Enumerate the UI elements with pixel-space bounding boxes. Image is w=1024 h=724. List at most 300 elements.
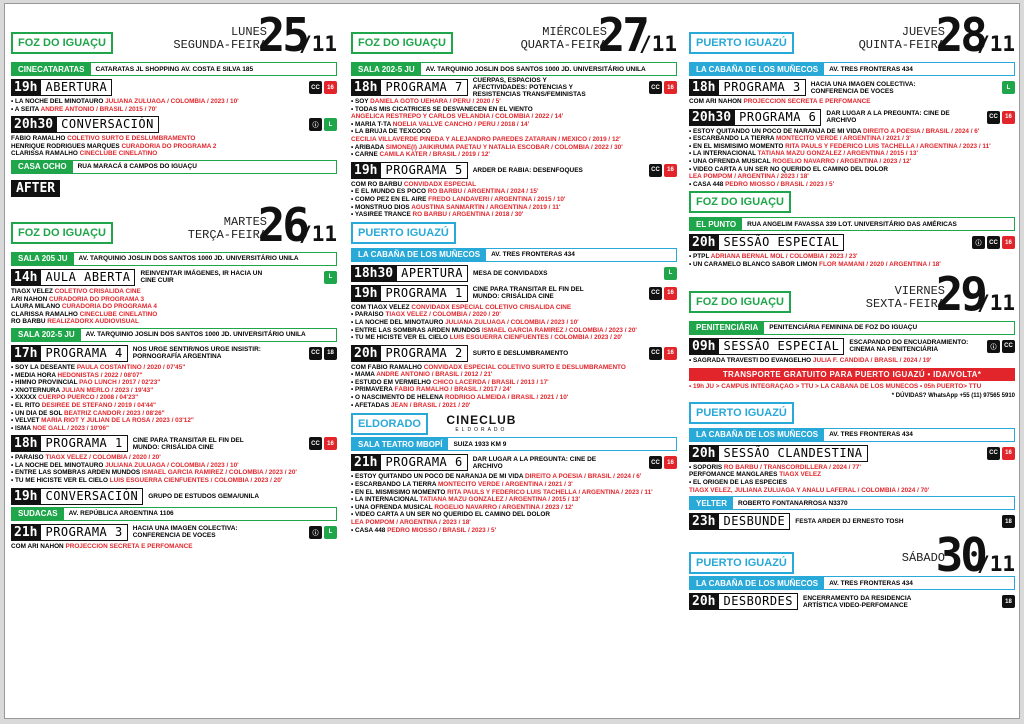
whatsapp-note: * DÚVIDAS? WhatsApp +55 (11) 97565 5910 (891, 392, 1015, 399)
list-item (351, 489, 677, 497)
rating-18-badge: 18 (1002, 595, 1015, 608)
item-credit: TATIANA MAZÚ GONZÁLEZ / ARGENTINA / 2015 / 13' (419, 496, 580, 504)
event-title: CONVERSACIÓN (40, 488, 143, 505)
item-credit: CONVIDADX ESPECIAL (403, 180, 476, 188)
event-subtitle: GRUPO DE ESTUDOS GEMA/UNILA (148, 492, 260, 500)
day-header-29 (689, 266, 1015, 321)
event-lines (351, 98, 677, 159)
event-title: PROGRAMA 1 (40, 435, 127, 452)
venue-name: SALA 202-5 JU (352, 63, 421, 75)
item-label: • MAMA (351, 371, 377, 379)
venue-address: PENITENCIÁRIA FEMININA DE FOZ DO IGUAÇU (769, 324, 918, 332)
list-item (351, 196, 677, 204)
venue-bar (351, 62, 677, 76)
item-label: • MEDIA HORA (11, 371, 58, 379)
item-label: • EN EL MISMÍSIMO MOMENTO (351, 488, 448, 496)
item-credit: DESIRÉE DE STEFANO / 2019 / 04'44" (41, 401, 157, 409)
item-label: • TU ME HICISTE VER EL CIELO (11, 477, 110, 485)
event-header (11, 488, 337, 505)
event-time: 23h (689, 513, 718, 530)
item-credit: COLETIVO SURTO E DESLUMBRAMENTO (67, 135, 196, 143)
item-credit: CUERPO PUERCO / 2008 / 04'23" (38, 394, 139, 402)
item-credit: LUIS ESGUERRA CIENFUENTES / COLOMBIA / 2023 / 20' (109, 477, 283, 485)
item-label: • ESTOY QUITANDO UN POCO DE NARANJA DE MI VIDA (351, 473, 525, 481)
item-credit: FÁBIO RAMALHO / BRASIL / 2017 / 24' (394, 386, 512, 394)
event-header (351, 345, 677, 362)
list-item (351, 304, 677, 312)
rating-16-badge: 16 (324, 81, 337, 94)
item-label: • LA INTERNACIONAL (351, 496, 420, 504)
venue-name: SALA TEATRO MBOPÍ (352, 438, 448, 450)
list-item (11, 143, 337, 151)
city-label: FOZ DO IGUAÇU (689, 191, 791, 213)
event-badges (324, 271, 337, 284)
item-label: • ESCARBANDO LA TIERRA (689, 135, 776, 143)
venue-bar (689, 62, 1015, 76)
item-label: • MONSTRUO DIOS (351, 203, 412, 211)
item-label: CLARISSA RAMALHO (11, 310, 80, 318)
venue-address: AV. TARQUINIO JOSLIN DOS SANTOS 1000 JD. UNIVERSITÁRIO UNILA (425, 65, 646, 73)
venue-name: CASA OCHO (12, 161, 73, 173)
item-credit: PEDRO MIOSSO / BRASIL / 2023 / 5' (725, 180, 835, 188)
rating-16-badge: 16 (324, 437, 337, 450)
item-credit: JEAN / BRASIL / 2021 / 20' (390, 401, 471, 409)
list-item (11, 402, 337, 410)
list-item (11, 135, 337, 143)
list-item (11, 394, 337, 402)
event-time: 18h30 (351, 265, 396, 282)
item-credit: MONTECITO VERDE / ARGENTINA / 2021 / 3' (775, 135, 911, 143)
item-label: • CARNE (351, 151, 380, 159)
venue-address: AV. TRES FRONTERAS 434 (491, 251, 575, 259)
item-label: • UNA OFRENDA MUSICAL (351, 503, 435, 511)
rating-l-badge: L (324, 526, 337, 539)
eldorado-row (351, 413, 677, 435)
cc-badge: CC (987, 447, 1000, 460)
rating-18-badge: 18 (1002, 515, 1015, 528)
list-item (11, 477, 337, 485)
event-badges (309, 81, 337, 94)
item-label: COM TIAGX VÉLEZ (351, 303, 412, 311)
event-header (351, 454, 677, 471)
list-item (351, 211, 677, 219)
item-label: TIAGX VÉLEZ (11, 287, 55, 295)
venue-address: AV. TRES FRONTERAS 434 (829, 579, 913, 587)
month-label: /11 (977, 552, 1015, 577)
rating-l-badge: L (1002, 81, 1015, 94)
cineclub-logo: CINECLUB ELDORADO (446, 413, 517, 434)
event-title: SESSÃO ESPECIAL (718, 234, 844, 251)
item-label: • A SEITA (11, 105, 41, 113)
event-time: 19h (351, 285, 380, 302)
list-item (11, 387, 337, 395)
event-subtitle: CUERPAS, ESPACIOS Y AFECTIVIDADES: POTENCIAS Y RESISTENCIAS TRANS/FEMINISTAS (472, 77, 586, 98)
city-label: PUERTO IGUAZÚ (351, 222, 456, 244)
list-item (11, 106, 337, 114)
event-header (11, 435, 337, 452)
event-lines (11, 288, 337, 326)
venue-bar (11, 507, 337, 521)
event-time: 20h (689, 593, 718, 610)
event-badges (987, 447, 1015, 460)
city-label: FOZ DO IGUAÇU (11, 222, 113, 244)
item-credit: RITA PAULS Y FEDERICO LUIS TACHELLA / ARGENTINA / 2023 / 11' (785, 142, 991, 150)
event-lines (351, 364, 677, 410)
event-time: 09h (689, 338, 718, 355)
item-label: • VIDEO CARTA A UN SER NO QUERIDO EL CAMINO DEL DOLOR (689, 165, 888, 173)
item-label: • UNA OFRENDA MUSICAL (689, 157, 773, 165)
column-left (11, 10, 337, 714)
column-right (689, 10, 1015, 714)
event-time: 21h (11, 524, 40, 541)
list-item (351, 394, 677, 402)
event (351, 454, 677, 534)
item-credit: LUIS ESGUERRA CIENFUENTES / COLOMBIA / 2023 / 20' (449, 334, 623, 342)
list-item (351, 519, 677, 527)
accessibility-icon: ⓘ (309, 526, 322, 539)
event-header (689, 338, 1015, 355)
event-title: CONVERSACIÓN (56, 116, 159, 133)
venue-address: SUIZA 1933 KM 9 (453, 440, 507, 448)
list-item (11, 288, 337, 296)
event-subtitle: CINE PARA TRANSITAR EL FIN DEL MUNDO: CRISÁLIDA CINE (472, 286, 584, 301)
item-credit: NOE GALL / 2023 / 10'06" (32, 424, 110, 432)
rating-18-badge: 18 (324, 347, 337, 360)
item-credit: ANDRÉ ANTÔNIO / BRASIL / 2012 / 21' (376, 371, 493, 379)
venue-name: CINECATARATAS (12, 63, 91, 75)
rating-16-badge: 16 (1002, 447, 1015, 460)
event-header (11, 269, 337, 286)
venue-address: AV. TARQUINIO JOSLIN DOS SANTOS 1000 JD. UNIVERSITÁRIO UNILA (78, 255, 299, 263)
event-badges (1002, 81, 1015, 94)
event (689, 338, 1015, 365)
item-credit: ANDRÉ ANTÔNIO / BRASIL / 2015 / 70' (40, 105, 157, 113)
event-subtitle: ARDER DE RABIA: DESENFOQUES (472, 166, 583, 174)
event-time: 14h (11, 269, 40, 286)
month-label: /11 (977, 290, 1015, 315)
event-title: PROGRAMA 5 (380, 162, 467, 179)
item-label: • YASIRÉÉ TRANCE (351, 211, 413, 219)
event-badges (309, 118, 337, 131)
list-item (351, 188, 677, 196)
list-item (11, 372, 337, 380)
list-item (351, 121, 677, 129)
item-credit: TIAGX VÉLEZ / COLOMBIA / 2020 / 20' (385, 311, 501, 319)
item-label: • O NASCIMENTO DE HELENA (351, 394, 445, 402)
event-time: 20h (689, 445, 718, 462)
list-item (689, 464, 1015, 472)
list-item (11, 296, 337, 304)
city-label: PUERTO IGUAZÚ (689, 32, 794, 54)
item-credit: HEDONISTAS / 2022 / 08'07" (57, 371, 143, 379)
event-title: SESSÃO CLANDESTINA (718, 445, 867, 462)
item-label: • LA INTERNACIONAL (689, 150, 758, 158)
rating-16-badge: 16 (664, 456, 677, 469)
list-item (351, 402, 677, 410)
venue-bar (351, 248, 677, 262)
list-item (11, 543, 337, 551)
item-label: • LA NOCHE DEL MINOTAURO (351, 318, 446, 326)
city-label: ELDORADO (351, 413, 428, 435)
venue-address: AV. TARQUINIO JOSLIN DOS SANTOS 1000 JD. UNIVERSITÁRIO UNILA (85, 331, 306, 339)
month-label: /11 (639, 32, 677, 56)
venue-name: LA CABAÑA DE LOS MUÑECOS (690, 577, 824, 589)
item-credit: DIREITO A POESIA / BRASIL / 2024 / 6' (524, 473, 642, 481)
list-item (11, 311, 337, 319)
item-credit: JULIÁN MERLO / 2023 / 19'43" (61, 386, 154, 394)
event (11, 345, 337, 432)
venue-bar (689, 496, 1015, 510)
item-credit: NOELIA VALLVÉ CANCHO / PERÚ / 2018 / 14' (392, 120, 530, 128)
event-title: PROGRAMA 6 (380, 454, 467, 471)
list-item (351, 364, 677, 372)
event-header (351, 285, 677, 302)
item-credit: JULIANA ZULUAGA / COLOMBIA / 2023 / 10' (445, 318, 579, 326)
event-time: 18h (689, 79, 718, 96)
event-title: PROGRAMA 7 (380, 79, 467, 96)
item-label: RO BARBU (11, 318, 48, 326)
day-number: 27 (597, 10, 647, 62)
item-label: • E EL MUNDO ES POCO (351, 188, 428, 196)
cc-badge: CC (649, 456, 662, 469)
item-label: • HIMNO PROVINCIAL (11, 379, 80, 387)
item-label: COM FÁBIO RAMALHO (351, 363, 424, 371)
venue-name: EL PUNTO (690, 218, 742, 230)
item-credit: LEA POMPOM / ARGENTINA / 2023 / 18' (689, 173, 809, 181)
event (351, 79, 677, 159)
list-item (689, 158, 1015, 166)
list-item (351, 527, 677, 535)
item-label: • PTPL (689, 253, 711, 261)
venue-bar (689, 217, 1015, 231)
event-title: PROGRAMA 6 (734, 109, 821, 126)
venue-name: SALA 202-5 JU (12, 329, 81, 341)
event-subtitle: FESTA ARDER DJ ERNESTO TOSH (795, 518, 904, 526)
event-subtitle: DAR LUGAR A LA PREGUNTA: CINE DE ARCHIVO (826, 110, 950, 125)
accessibility-icon: ⓘ (972, 236, 985, 249)
event-header (689, 109, 1015, 126)
item-label: • SOY (351, 98, 371, 105)
item-label: • UN DÍA DE SOL (11, 409, 65, 417)
event-title: DESBORDES (718, 593, 798, 610)
item-credit: CAMILA KATER / BRASIL / 2019 / 12' (379, 151, 490, 159)
list-item (351, 379, 677, 387)
event-header (11, 116, 337, 133)
list-item (351, 144, 677, 152)
item-label: • SAGRADA TRAVESTI DO EVANGELHO (689, 356, 813, 364)
item-credit: RITA PAULS Y FEDERICO LUIS TACHELLA / ARGENTINA / 2023 / 11' (447, 488, 653, 496)
item-credit: MARÍA RIOT Y JULIÁN DE LA ROSA / 2023 / 03'12" (41, 417, 194, 425)
day-header-25 (11, 10, 337, 60)
item-credit: REALIZADORX AUDIOVISUAL (47, 318, 139, 326)
event-header (11, 524, 337, 541)
item-label: • ENTRE LAS SOMBRAS ARDEN MUNDOS (351, 326, 482, 334)
item-label: • SOY LA DESEANTE (11, 363, 77, 371)
event-title: SESSÃO ESPECIAL (718, 338, 844, 355)
item-label: • XXXXX (11, 394, 39, 402)
item-label: • PRIMAVERA (351, 386, 395, 394)
list-item (689, 253, 1015, 261)
event-title: PROGRAMA 3 (718, 79, 805, 96)
item-label: • SOPORIS (689, 463, 724, 471)
event (351, 285, 677, 342)
city-label: FOZ DO IGUAÇU (351, 32, 453, 54)
day-header-26 (11, 197, 337, 252)
day-number: 29 (935, 266, 985, 321)
column-middle (351, 10, 677, 714)
city-label: PUERTO IGUAZÚ (689, 402, 794, 424)
list-item (351, 504, 677, 512)
item-credit: SIMONE(I) JAIKIRUMA PAETAU Y NATALIA ESCOBAR / COLOMBIA / 2022 / 30' (385, 143, 623, 151)
venue-bar (351, 437, 677, 451)
item-credit: CONVIDADX ESPECIAL COLETIVO SURTO E DESLUMBRAMENTO (423, 363, 626, 371)
item-label: PERFOMANCE MANGLARES (689, 471, 780, 479)
event-badges (649, 164, 677, 177)
day-names: MIÉRCOLES QUARTA-FEIRA (520, 25, 607, 52)
list-item (689, 143, 1015, 151)
rating-16-badge: 16 (1002, 111, 1015, 124)
event-lines (689, 357, 1015, 365)
list-item (11, 469, 337, 477)
event-time: 21h (351, 454, 380, 471)
list-item (351, 327, 677, 335)
event-subtitle: HACIA UNA IMAGEN COLECTIVA: CONFERENCIA DE VOCES (810, 80, 916, 95)
item-credit: CINECLUBE CINELATINO (79, 150, 158, 158)
item-credit: PEDRO MIOSSO / BRASIL / 2023 / 5' (387, 526, 497, 534)
event-header (351, 265, 677, 282)
event-title: PROGRAMA 4 (40, 345, 127, 362)
item-credit: DANIELA GOTO UEHARA / PERÚ / 2020 / 5' (370, 98, 501, 105)
item-label: • PARAÍSO (351, 311, 386, 319)
item-label: FÁBIO RAMALHO (11, 135, 68, 143)
event-lines (689, 98, 1015, 106)
event-title: PROGRAMA 1 (380, 285, 467, 302)
event-subtitle: ENCERRAMENTO DA RESIDENCIA ARTÍSTICA VIDEO-PERFOMANCE (803, 594, 912, 609)
cc-badge: CC (309, 81, 322, 94)
festival-program-sheet (4, 3, 1020, 719)
item-credit: AGUSTINA SANMARTÍN / ARGENTINA / 2019 / 11' (411, 203, 561, 211)
item-label: • ENTRE LAS SOMBRAS ARDEN MUNDOS (11, 469, 142, 477)
venue-address: RUA ANGELIM FAVASSA 339 LOT. UNIVERSITÁRIO DAS AMÉRICAS (747, 220, 957, 228)
list-item (689, 98, 1015, 106)
rating-16-badge: 16 (664, 287, 677, 300)
event-header (689, 79, 1015, 96)
day-number: 30 (935, 528, 985, 583)
event-badges (987, 111, 1015, 124)
event-title: APERTURA (396, 265, 468, 282)
event (351, 162, 677, 219)
event-time: 20h30 (11, 116, 56, 133)
list-item (689, 173, 1015, 181)
item-label: • EN EL MISMÍSIMO MOMENTO (689, 142, 786, 150)
event (689, 234, 1015, 268)
cc-badge: CC (987, 236, 1000, 249)
list-item (351, 319, 677, 327)
list-item (351, 334, 677, 342)
item-credit: CURADORIA DO PROGRAMA 3 (49, 295, 145, 303)
list-item (11, 425, 337, 433)
item-credit: COLETIVO CRISÁLIDA CINE (54, 287, 141, 295)
day-names: VIERNES SEXTA-FEIRA (865, 283, 945, 311)
list-item (351, 511, 677, 519)
day-number: 28 (935, 10, 985, 62)
rating-l-badge: L (324, 118, 337, 131)
event-subtitle: MESA DE CONVIDADXS (472, 269, 548, 277)
item-label: • LA NOCHE DEL MINOTAURO (11, 461, 106, 469)
item-label: • CASA 448 (351, 526, 388, 534)
event-title: PROGRAMA 2 (380, 345, 467, 362)
item-label: • TODAS MIS CICATRICES SE DESVANECEN EN EL VIENTO (351, 105, 533, 113)
event-time: 19h (11, 488, 40, 505)
event-time: 17h (11, 345, 40, 362)
cc-badge: CC (649, 287, 662, 300)
accessibility-icon: ⓘ (987, 340, 1000, 353)
event-lines (351, 181, 677, 219)
item-credit: TIAGX VÉLEZ / COLOMBIA / 2020 / 20' (45, 454, 161, 462)
event-badges (309, 437, 337, 450)
venue-bar (11, 252, 337, 266)
event-title: AULA ABERTA (40, 269, 135, 286)
list-item (351, 128, 677, 136)
accessibility-icon: ⓘ (309, 118, 322, 131)
event (11, 435, 337, 484)
list-item (689, 181, 1015, 189)
item-label: • LA BRUJA DE TEXCOCO (351, 128, 431, 136)
event (689, 79, 1015, 106)
event-badges (649, 287, 677, 300)
event (11, 524, 337, 551)
month-label: /11 (977, 32, 1015, 56)
event-lines (689, 128, 1015, 189)
list-item (689, 357, 1015, 365)
event-badges (309, 526, 337, 539)
event (351, 265, 677, 282)
event-time: 20h30 (689, 109, 734, 126)
item-credit: DIREITO A POESIA / BRASIL / 2024 / 6' (862, 127, 980, 135)
venue-name: PENITENCIÁRIA (690, 322, 764, 334)
item-label: • VELVET (11, 417, 42, 425)
venue-address: ROBERTO FONTANARROSA N3370 (737, 499, 848, 507)
list-item (351, 496, 677, 504)
event-lines (351, 304, 677, 342)
rating-l-badge: L (664, 267, 677, 280)
month-label: /11 (299, 221, 337, 246)
event (11, 116, 337, 158)
list-item (351, 151, 677, 159)
day-header-27 (351, 10, 677, 60)
event-badges (664, 267, 677, 280)
event (11, 488, 337, 505)
event-badges (1002, 515, 1015, 528)
transport-banner: TRANSPORTE GRATUITO PARA PUERTO IGUAZÚ • IDA/VOLTA* (689, 368, 1015, 381)
event-badges (649, 456, 677, 469)
item-credit: RO BARBU / TRANSCORDILLERA / 2024 / 77' (723, 463, 861, 471)
event-badges (649, 81, 677, 94)
item-credit: ROGELIO NAVARRO / ARGENTINA / 2023 / 12' (434, 503, 574, 511)
event-header (351, 162, 677, 179)
venue-bar (11, 62, 337, 76)
rating-16-badge: 16 (664, 164, 677, 177)
list-item (351, 371, 677, 379)
event (689, 109, 1015, 189)
item-credit: TATIANA MAZÚ GONZÁLEZ / ARGENTINA / 2015 / 13' (757, 150, 918, 158)
item-label: • UN CARAMELO BLANCO SABOR LIMÓN (689, 260, 820, 268)
item-label: LAURA MILANO (11, 303, 62, 311)
event-lines (689, 464, 1015, 494)
venue-address: CATARATAS JL SHOPPING AV. COSTA E SILVA 185 (95, 65, 254, 73)
item-label: • XNOTERNURA (11, 386, 62, 394)
cc-badge: CC (649, 164, 662, 177)
